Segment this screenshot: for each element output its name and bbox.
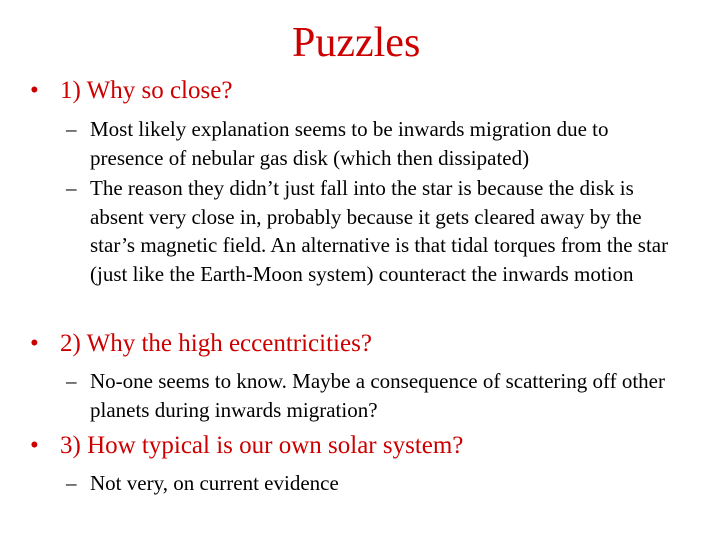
bullet-icon: • [30,432,39,459]
subpoint-2-1 [66,367,676,424]
slide-title: Puzzles [292,20,421,66]
bullet-icon: • [30,77,39,104]
dash-icon: – [66,176,77,200]
bullet-point-2-label: 2) Why the high eccentricities? [60,330,372,357]
bullet-icon: • [30,330,39,357]
subpoint-1-2-text: The reason they didn’t just fall into the star is because the disk is absent very close in, probably because it gets cleared away by the star’s magnetic field. An alternative is that tidal torques from the star (just like the Earth-Moon system) counteract the inwards motion [90,176,669,286]
subpoint-3-1 [66,469,676,498]
subpoint-1-1-text: Most likely explanation seems to be inwards migration due to presence of nebular gas disk (which then dissipated) [90,117,609,170]
dash-icon: – [66,117,77,141]
subpoint-2-1-text: No-one seems to know. Maybe a consequence of scattering off other planets during inwards migration? [90,369,665,422]
subpoint-1-1 [66,115,676,172]
dash-icon: – [66,369,77,393]
subpoint-3-1-text: Not very, on current evidence [90,471,339,495]
bullet-point-1-label: 1) Why so close? [60,77,233,104]
dash-icon: – [66,471,77,495]
bullet-point-3-label: 3) How typical is our own solar system? [60,432,464,459]
subpoint-1-2 [66,174,676,288]
